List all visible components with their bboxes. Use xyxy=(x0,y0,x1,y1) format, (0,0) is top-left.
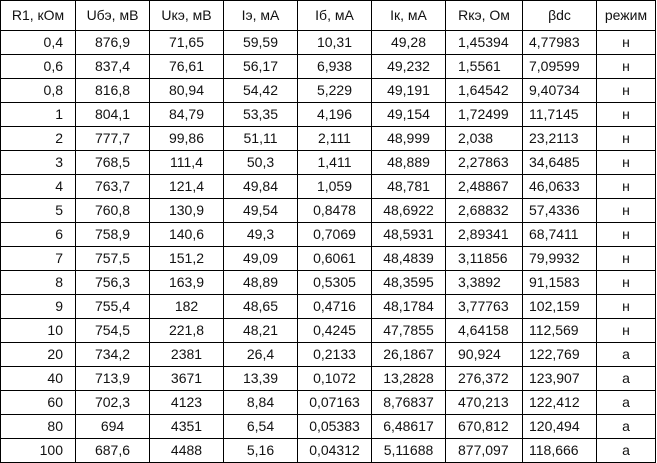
header-cell: Rкэ, Ом xyxy=(446,1,523,31)
table-cell: 4,77983 xyxy=(523,31,597,55)
table-cell: 5,16 xyxy=(224,439,298,463)
table-cell: н xyxy=(597,223,656,247)
table-cell: а xyxy=(597,343,656,367)
table-cell: 876,9 xyxy=(76,31,150,55)
header-cell: Iэ, мА xyxy=(224,1,298,31)
table-cell: 10,31 xyxy=(298,31,372,55)
table-cell: 754,5 xyxy=(76,319,150,343)
table-row xyxy=(1,223,656,247)
table-cell: 757,5 xyxy=(76,247,150,271)
table-cell: 5 xyxy=(1,199,76,223)
table-cell: 0,2133 xyxy=(298,343,372,367)
table-cell: 90,924 xyxy=(446,343,523,367)
table-cell: 0,8 xyxy=(1,79,76,103)
table-cell: 49,84 xyxy=(224,175,298,199)
table-cell: 734,2 xyxy=(76,343,150,367)
table-cell: 2,68832 xyxy=(446,199,523,223)
table-cell: 777,7 xyxy=(76,127,150,151)
table-cell: н xyxy=(597,319,656,343)
table-cell: 49,09 xyxy=(224,247,298,271)
table-cell: 140,6 xyxy=(150,223,224,247)
table-cell: а xyxy=(597,415,656,439)
table-cell: 122,412 xyxy=(523,391,597,415)
table-cell: 163,9 xyxy=(150,271,224,295)
table-cell: 877,097 xyxy=(446,439,523,463)
table-row xyxy=(1,439,656,463)
table-cell: 0,1072 xyxy=(298,367,372,391)
table-row xyxy=(1,55,656,79)
table-cell: 102,159 xyxy=(523,295,597,319)
table-cell: 758,9 xyxy=(76,223,150,247)
table-cell: 760,8 xyxy=(76,199,150,223)
table-cell: 0,6061 xyxy=(298,247,372,271)
table-row xyxy=(1,367,656,391)
table-cell: 26,1867 xyxy=(372,343,446,367)
table-cell: 0,04312 xyxy=(298,439,372,463)
table-body xyxy=(1,31,656,463)
header-cell: R1, кОм xyxy=(1,1,76,31)
table-cell: 2,89341 xyxy=(446,223,523,247)
table-cell: 48,5931 xyxy=(372,223,446,247)
table-cell: 49,28 xyxy=(372,31,446,55)
table-cell: 768,5 xyxy=(76,151,150,175)
table-cell: 0,6 xyxy=(1,55,76,79)
header-row xyxy=(1,1,656,31)
table-row xyxy=(1,247,656,271)
table-cell: 804,1 xyxy=(76,103,150,127)
table-row xyxy=(1,391,656,415)
table-cell: 47,7855 xyxy=(372,319,446,343)
table-cell: 151,2 xyxy=(150,247,224,271)
table-cell: 2381 xyxy=(150,343,224,367)
table-cell: 46,0633 xyxy=(523,175,597,199)
table-cell: 0,8478 xyxy=(298,199,372,223)
header-cell: Iк, мА xyxy=(372,1,446,31)
table-cell: 48,4839 xyxy=(372,247,446,271)
table-cell: н xyxy=(597,271,656,295)
table-cell: 56,17 xyxy=(224,55,298,79)
header-cell: режим xyxy=(597,1,656,31)
table-cell: 0,5305 xyxy=(298,271,372,295)
table-cell: 4,196 xyxy=(298,103,372,127)
table-cell: 1,059 xyxy=(298,175,372,199)
table-cell: 49,154 xyxy=(372,103,446,127)
header-cell: βdc xyxy=(523,1,597,31)
table-cell: 57,4336 xyxy=(523,199,597,223)
table-cell: 276,372 xyxy=(446,367,523,391)
table-row xyxy=(1,127,656,151)
table-cell: 59,59 xyxy=(224,31,298,55)
table-cell: 1,5561 xyxy=(446,55,523,79)
table-cell: 112,569 xyxy=(523,319,597,343)
table-cell: 4 xyxy=(1,175,76,199)
table-row xyxy=(1,79,656,103)
table-cell: 4351 xyxy=(150,415,224,439)
table-cell: 0,7069 xyxy=(298,223,372,247)
table-cell: 80 xyxy=(1,415,76,439)
table-row xyxy=(1,199,656,223)
table-cell: 0,05383 xyxy=(298,415,372,439)
table-cell: 122,769 xyxy=(523,343,597,367)
table-row xyxy=(1,319,656,343)
table-cell: н xyxy=(597,31,656,55)
table-row xyxy=(1,103,656,127)
table-cell: 694 xyxy=(76,415,150,439)
table-cell: 100 xyxy=(1,439,76,463)
table-cell: н xyxy=(597,295,656,319)
table-cell: 0,07163 xyxy=(298,391,372,415)
table-cell: 9 xyxy=(1,295,76,319)
table-cell: 755,4 xyxy=(76,295,150,319)
table-cell: 8,76837 xyxy=(372,391,446,415)
table-cell: 470,213 xyxy=(446,391,523,415)
table-cell: 54,42 xyxy=(224,79,298,103)
table-cell: 5,229 xyxy=(298,79,372,103)
table-cell: 6 xyxy=(1,223,76,247)
table-cell: 91,1583 xyxy=(523,271,597,295)
header-cell: Uкэ, мВ xyxy=(150,1,224,31)
table-cell: 48,3595 xyxy=(372,271,446,295)
table-row xyxy=(1,271,656,295)
table-cell: 99,86 xyxy=(150,127,224,151)
table-cell: 3,11856 xyxy=(446,247,523,271)
table-cell: 3,3892 xyxy=(446,271,523,295)
table-cell: 13,39 xyxy=(224,367,298,391)
table-cell: 20 xyxy=(1,343,76,367)
table-cell: н xyxy=(597,199,656,223)
table-cell: 0,4245 xyxy=(298,319,372,343)
table-cell: 48,999 xyxy=(372,127,446,151)
table-cell: 40 xyxy=(1,367,76,391)
header-cell: Uбэ, мВ xyxy=(76,1,150,31)
table-cell: 1,72499 xyxy=(446,103,523,127)
table-cell: 2 xyxy=(1,127,76,151)
table-cell: 2,48867 xyxy=(446,175,523,199)
table-cell: 13,2828 xyxy=(372,367,446,391)
table-cell: 713,9 xyxy=(76,367,150,391)
table-cell: 71,65 xyxy=(150,31,224,55)
table-cell: 48,889 xyxy=(372,151,446,175)
table-cell: 48,65 xyxy=(224,295,298,319)
table-cell: 11,7145 xyxy=(523,103,597,127)
table-cell: 2,111 xyxy=(298,127,372,151)
table-cell: 23,2113 xyxy=(523,127,597,151)
table-cell: 2,27863 xyxy=(446,151,523,175)
table-cell: 182 xyxy=(150,295,224,319)
table-cell: 48,21 xyxy=(224,319,298,343)
table-cell: 48,89 xyxy=(224,271,298,295)
table-cell: 48,781 xyxy=(372,175,446,199)
table-cell: а xyxy=(597,439,656,463)
table-cell: 1,64542 xyxy=(446,79,523,103)
table-cell: 68,7411 xyxy=(523,223,597,247)
table-cell: 49,54 xyxy=(224,199,298,223)
table-cell: 4488 xyxy=(150,439,224,463)
table-cell: 26,4 xyxy=(224,343,298,367)
table-cell: 0,4 xyxy=(1,31,76,55)
table-cell: 6,48617 xyxy=(372,415,446,439)
table-cell: 837,4 xyxy=(76,55,150,79)
table-cell: 5,11688 xyxy=(372,439,446,463)
table-cell: 0,4716 xyxy=(298,295,372,319)
table-cell: 50,3 xyxy=(224,151,298,175)
table-cell: н xyxy=(597,175,656,199)
table-cell: н xyxy=(597,55,656,79)
table-cell: 49,232 xyxy=(372,55,446,79)
table-cell: 7,09599 xyxy=(523,55,597,79)
table-cell: 10 xyxy=(1,319,76,343)
table-cell: 130,9 xyxy=(150,199,224,223)
table-cell: 816,8 xyxy=(76,79,150,103)
table-cell: н xyxy=(597,151,656,175)
table-cell: н xyxy=(597,103,656,127)
table-cell: 670,812 xyxy=(446,415,523,439)
table-cell: 34,6485 xyxy=(523,151,597,175)
table-cell: 3671 xyxy=(150,367,224,391)
table-cell: 79,9932 xyxy=(523,247,597,271)
table-cell: 221,8 xyxy=(150,319,224,343)
table-cell: 8,84 xyxy=(224,391,298,415)
table-cell: 8 xyxy=(1,271,76,295)
table-row xyxy=(1,31,656,55)
table-row xyxy=(1,151,656,175)
table-cell: 84,79 xyxy=(150,103,224,127)
table-cell: 6,938 xyxy=(298,55,372,79)
table-cell: а xyxy=(597,391,656,415)
table-cell: н xyxy=(597,79,656,103)
table-row xyxy=(1,343,656,367)
table-cell: 48,6922 xyxy=(372,199,446,223)
table-cell: 121,4 xyxy=(150,175,224,199)
table-cell: 763,7 xyxy=(76,175,150,199)
table-cell: 4123 xyxy=(150,391,224,415)
table-cell: 2,038 xyxy=(446,127,523,151)
table-cell: н xyxy=(597,247,656,271)
table-cell: 702,3 xyxy=(76,391,150,415)
table-cell: 1,411 xyxy=(298,151,372,175)
table-cell: 60 xyxy=(1,391,76,415)
table-cell: 118,666 xyxy=(523,439,597,463)
table-cell: 49,191 xyxy=(372,79,446,103)
table-cell: 1,45394 xyxy=(446,31,523,55)
table-cell: 123,907 xyxy=(523,367,597,391)
table-cell: 6,54 xyxy=(224,415,298,439)
table-cell: 111,4 xyxy=(150,151,224,175)
table-cell: 756,3 xyxy=(76,271,150,295)
table-cell: н xyxy=(597,127,656,151)
table-cell: 1 xyxy=(1,103,76,127)
table-cell: 48,1784 xyxy=(372,295,446,319)
table-cell: 3 xyxy=(1,151,76,175)
table-cell: 80,94 xyxy=(150,79,224,103)
table-cell: 3,77763 xyxy=(446,295,523,319)
table-row xyxy=(1,415,656,439)
table-cell: 120,494 xyxy=(523,415,597,439)
table-row xyxy=(1,295,656,319)
table-cell: 687,6 xyxy=(76,439,150,463)
table-cell: 51,11 xyxy=(224,127,298,151)
table-cell: 9,40734 xyxy=(523,79,597,103)
table-cell: 49,3 xyxy=(224,223,298,247)
table-cell: 7 xyxy=(1,247,76,271)
header-cell: Iб, мА xyxy=(298,1,372,31)
table-cell: 76,61 xyxy=(150,55,224,79)
table-cell: а xyxy=(597,367,656,391)
table-row xyxy=(1,175,656,199)
table-cell: 53,35 xyxy=(224,103,298,127)
table-cell: 4,64158 xyxy=(446,319,523,343)
